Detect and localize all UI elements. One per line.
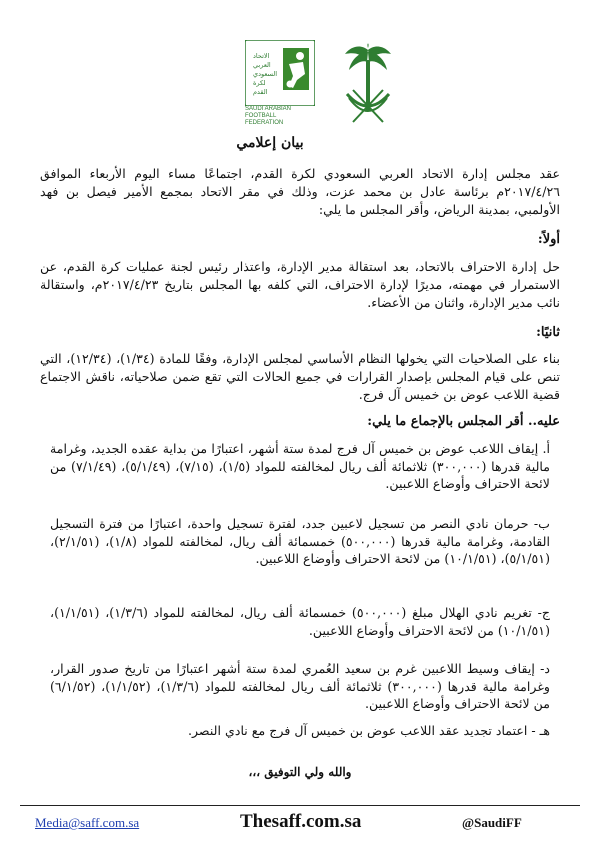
palm-swords-emblem	[333, 40, 403, 128]
palm-and-swords-icon	[333, 40, 403, 128]
section2-heading: ثانيًا:	[536, 325, 560, 340]
svg-text:السعودي: السعودي	[253, 70, 278, 78]
footer	[0, 805, 600, 839]
svg-text:القدم: القدم	[253, 88, 268, 96]
section1-text: حل إدارة الاحتراف بالاتحاد، بعد استقالة مدير الإدارة، واعتذار رئيس لجنة عمليات كرة القدم، عن الاستمرار في مهمته، مديرًا لإدارة الاحتراف، التي كلفه بها المجلس بتاريخ ٢٠١٧/٤/٢٣م، واستقالة نائب مدير الإدارة، واثنان من الأعضاء.	[40, 259, 560, 310]
section2-text: بناء على الصلاحيات التي يخولها النظام الأساسي لمجلس الإدارة، وفقًا للمادة (١/٣٤)، (١٢/٣٤)، التي تنص على قيام المجلس بإصدار القرارات في جميع الحالات التي تقع ضمن صلاحياته، ناقش الاجتماع قضية اللاعب عوض بن خميس آل فرج.	[40, 351, 560, 402]
svg-text:العربي: العربي	[253, 61, 271, 69]
email-link[interactable]: Media@saff.com.sa	[35, 815, 140, 830]
page-title: بيان إعلامي	[236, 135, 304, 151]
football-federation-emblem-icon	[245, 40, 315, 106]
closing-line: والله ولي التوفيق ،،،	[248, 765, 352, 779]
twitter-handle-link[interactable]: @SaudiFF	[462, 815, 522, 830]
svg-text:لكرة: لكرة	[253, 79, 266, 87]
section3-heading: عليه.. أقر المجلس بالإجماع ما يلي:	[367, 414, 560, 429]
resolution-item-a: أ. إيقاف اللاعب عوض بن خميس آل فرج لمدة ستة أشهر، اعتبارًا من بداية عقده الجديد، وغرامة مالية قدرها (٣٠٠,٠٠٠) ثلاثمائة ألف ريال لمخالفته للمواد (١/٥)، (٧/١٥)، (٥/١/٤٩)، (٧/١/٤٩) من لائحة الاحتراف وأوضاع اللاعبين.	[50, 441, 550, 491]
svg-text:الاتحاد: الاتحاد	[253, 52, 270, 60]
footer-divider	[20, 805, 580, 806]
resolution-item-b: ب- حرمان نادي النصر من تسجيل لاعبين جدد، لفترة تسجيل واحدة، اعتبارًا من فترة التسجيل القادمة، وغرامة مالية قدرها (٥٠٠,٠٠٠) خمسمائة ألف ريال، لمخالفته للمواد (١/٨)، (٢/١/٥١)، (٥/١/٥١)، (١٠/١/٥١) من لائحة الاحتراف وأوضاع اللاعبين.	[50, 516, 550, 566]
resolution-item-d: د- إيقاف وسيط اللاعبين غرم بن سعيد العُمري لمدة ستة أشهر اعتبارًا من تاريخ صدور القرار، وغرامة مالية قدرها (٣٠٠,٠٠٠) ثلاثمائة ألف ريال لمخالفته للمواد (١/٣/٦)، (١/١/٥٢)، (٦/١/٥٢) من لائحة الاحتراف وأوضاع اللاعبين.	[50, 661, 550, 711]
header-logos	[245, 40, 405, 130]
website-link[interactable]: Thesaff.com.sa	[240, 811, 362, 832]
section1-heading: أولاً:	[537, 232, 560, 247]
federation-english-name: SAUDI ARABIAN FOOTBALL FEDERATION	[245, 106, 292, 126]
resolution-item-c: ج- تغريم نادي الهلال مبلغ (٥٠٠,٠٠٠) خمسمائة ألف ريال، لمخالفته للمواد (١/٣/٦)، (١/١/٥١)، (١٠/١/٥١) من لائحة الاحتراف وأوضاع اللاعبين.	[50, 605, 550, 638]
intro-paragraph: عقد مجلس إدارة الاتحاد العربي السعودي لكرة القدم، اجتماعًا مساء اليوم الأربعاء الموافق ٢٠١٧/٤/٢٦م برئاسة عادل بن محمد عزت، وذلك في مقر الاتحاد بمجمع الأمير فيصل بن فهد الأولمبي، بمدينة الرياض، وأقر المجلس ما يلي:	[40, 166, 560, 217]
saudi-football-federation-logo	[245, 40, 315, 128]
resolution-item-e: هـ - اعتماد تجديد عقد اللاعب عوض بن خميس آل فرج مع نادي النصر.	[187, 723, 550, 738]
